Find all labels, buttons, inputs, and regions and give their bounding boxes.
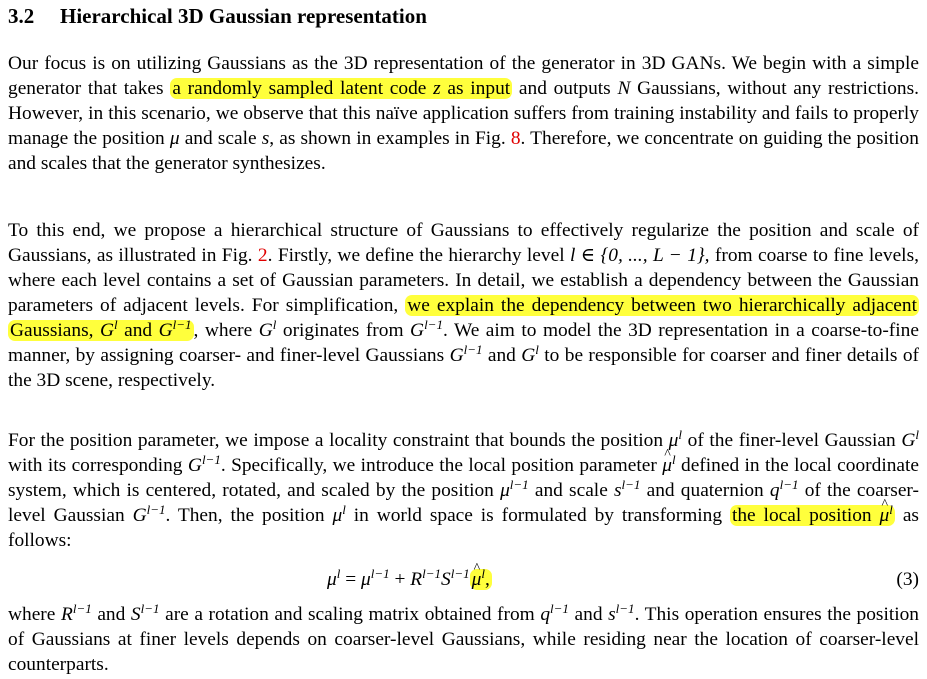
figure-reference-link[interactable]: 2 [257,245,268,266]
math-R: R [60,604,73,625]
section-number: 3.2 [8,4,35,28]
math-sup: l [114,317,118,332]
text: and scale [184,128,257,149]
text: the local position [731,505,872,526]
math-N: N [617,78,631,99]
math-sup: l [342,502,346,517]
text: in world space is formulated by transforming [353,505,723,526]
math-sup: l [671,452,676,467]
paragraph-1 [8,51,919,176]
text: . Firstly, we define the hierarchy level [267,245,565,266]
math-sup: l−1 [172,317,192,332]
highlight [730,502,895,526]
text: and [97,604,126,625]
math-level-set: l ∈ {0, ..., L − 1}, [570,245,710,266]
text: and [574,604,603,625]
section-heading [8,4,427,29]
math-G: G [187,455,202,476]
math-mu: μ [668,430,679,451]
math-sup: l−1 [450,566,470,581]
text: For the position parameter, we impose a locality constraint that bounds the position [8,430,664,451]
math-sup: l [889,502,893,517]
math-sup: l−1 [621,477,641,492]
math-mu: μ [361,569,371,590]
figure-reference-link[interactable]: 8 [510,128,521,149]
math-G: G [99,320,114,341]
math-sup: l−1 [370,566,390,581]
text: of the finer-level Gaussian [687,430,896,451]
math-G: G [132,505,147,526]
math-sup: l−1 [463,342,483,357]
text: defined in the local coordinate system, which is centered, rotated, and scaled by the position [8,455,920,501]
math-G: G [521,345,536,366]
math-sup: l−1 [550,601,569,616]
section-title: Hierarchical 3D Gaussian representation [60,4,427,28]
math-plus: + [389,569,411,590]
math-z: z [433,78,441,99]
math-s: s [614,480,622,501]
math-q: q [769,480,780,501]
math-sup: l−1 [424,317,443,332]
text: and quaternion [646,480,764,501]
math-G: G [410,320,425,341]
text: . Then, the position [165,505,325,526]
math-sup: l [481,566,485,581]
highlight [170,78,512,99]
math-mu: μ [327,569,337,590]
math-mu: μ [169,128,180,149]
math-sup: l [678,427,683,442]
paragraph-4 [8,602,919,677]
text: to be responsible for coarser and finer details of the 3D scene, respectively. [8,345,919,391]
text: where [8,604,56,625]
equation-formula [327,566,492,594]
text: originates from [282,320,404,341]
text: from coarse to fine levels, where each level contains a set of Gaussian parameters. In detail, we establish a dependency between the Gaussian parameters of adjacent levels. For simplification, [8,245,919,316]
highlight [470,566,492,590]
text: . Therefore, we concentrate on guiding the position and scales that the generator synthesizes. [8,128,919,174]
text: and [487,345,516,366]
math-G: G [901,430,916,451]
paragraph-2 [8,218,919,393]
paragraph-3 [8,428,919,553]
text: . We aim to model the 3D representation in a coarse-to-fine manner, by assigning coarser- and finer-level Gaussians [8,320,919,366]
math-q: q [540,604,551,625]
text: are a rotation and scaling matrix obtained from [165,604,535,625]
text: Our focus is on utilizing Gaussians as the 3D representation of the generator in 3D GANs. We begin with a simple generator that takes [8,53,919,99]
text: Gaussians, without any restrictions. However, in this scenario, we observe that this naïve application suffers from training instability and fails to properly manage the position [8,78,920,149]
text: and [124,320,153,341]
math-sup: l [336,566,341,581]
equation-number: (3) [896,569,919,590]
math-sup: l−1 [615,601,635,616]
math-sup: l [535,342,539,357]
text: , as shown in examples in Fig. [269,128,506,149]
text: as input [447,78,511,99]
math-sup: l−1 [779,477,799,492]
math-S: S [130,604,141,625]
math-comma: , [484,569,490,590]
math-mu-hat: ^ μ [662,453,672,478]
math-sup: l−1 [140,601,160,616]
math-mu: μ [500,480,510,501]
math-sup: l−1 [201,452,221,467]
math-s: s [608,604,616,625]
text: . This operation ensures the position of Gaussians at finer levels depends on coarser-level Gaussians, while residing near the location of coarser-level counterparts. [8,604,919,675]
text: , where [193,320,253,341]
math-sup: l−1 [422,566,442,581]
text: with its corresponding [8,455,183,476]
text: and scale [534,480,608,501]
text: and outputs [518,78,611,99]
math-G: G [449,345,464,366]
math-equals: = [340,569,361,590]
math-R: R [410,569,423,590]
math-sup: l−1 [509,477,529,492]
text: of the coarser-level Gaussian [8,480,919,526]
math-G: G [258,320,273,341]
text: To this end, we propose a hierarchical structure of Gaussians to effectively regularize the position and scale of Gaussians, as illustrated in Fig. [8,220,919,266]
math-sup: l [915,427,919,442]
math-sup: l [272,317,277,332]
text: we explain the dependency between two hierarchically adjacent Gaussians, [10,295,917,341]
math-G: G [158,320,173,341]
text: . Specifically, we introduce the local position parameter [220,455,657,476]
math-mu-hat: ^ μ [880,503,890,528]
math-mu-hat: ^ μ [472,566,482,594]
math-mu: μ [332,505,343,526]
equation-3 [0,566,927,594]
text: as follows: [8,505,919,551]
math-s: s [261,128,270,149]
math-S: S [441,569,451,590]
text: a randomly sampled latent code [172,78,427,99]
math-sup: l−1 [72,601,92,616]
math-sup: l−1 [146,502,166,517]
